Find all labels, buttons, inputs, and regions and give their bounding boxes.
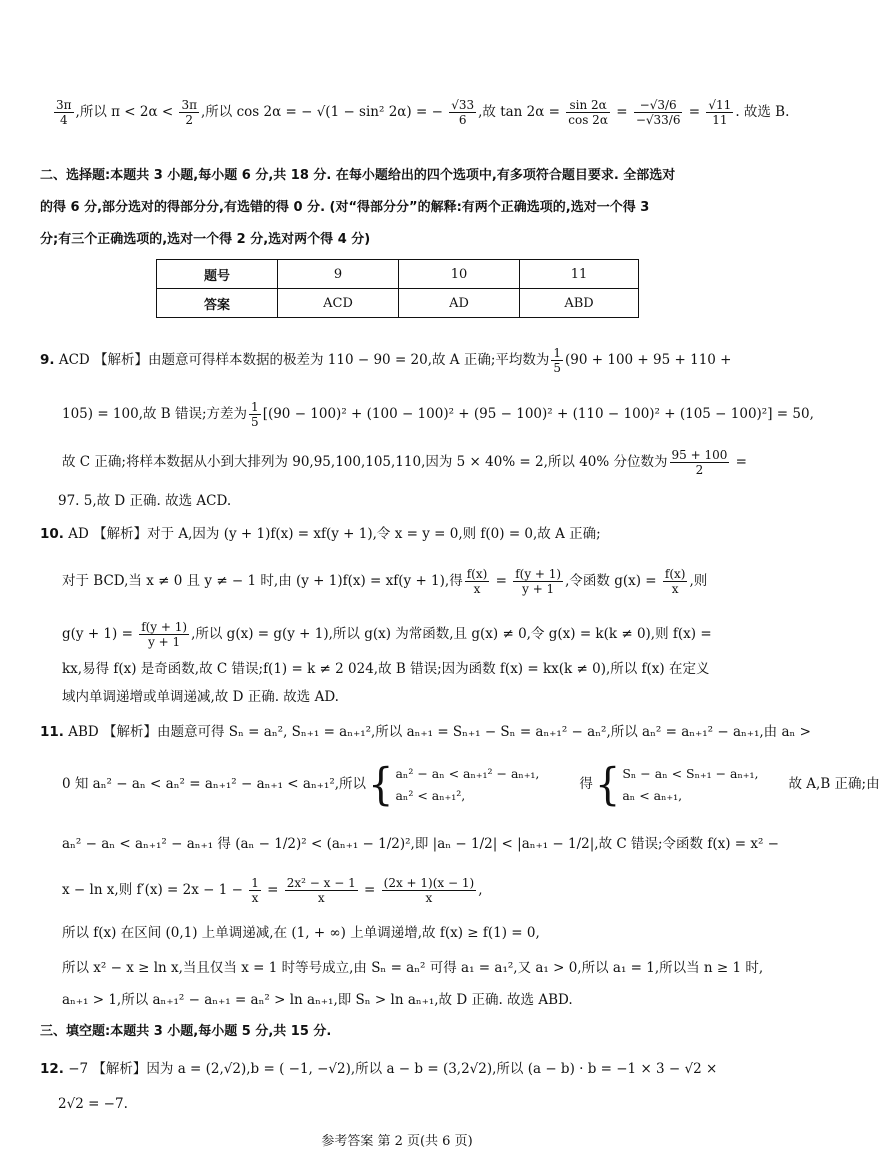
system-1: aₙ² − aₙ < aₙ₊₁² − aₙ₊₁, aₙ² < aₙ₊₁², <box>395 765 540 803</box>
table-row <box>157 260 639 289</box>
q11-line-2: 0 知 aₙ² − aₙ < aₙ² = aₙ₊₁² − aₙ₊₁ < aₙ₊₁²,所以{ aₙ² − aₙ < aₙ₊₁² − aₙ₊₁, aₙ² < aₙ₊₁², 得{ Sₙ − aₙ < Sₙ₊₁ − aₙ₊₁, aₙ < aₙ₊₁, 故 A,B 正确;由 <box>62 759 880 810</box>
page-footer: 参考答案 第 2 页(共 6 页) <box>321 1134 473 1149</box>
fraction: $\frac{f(y + 1)}{y + 1}$ <box>141 620 188 649</box>
table-cell: AD <box>399 289 520 318</box>
q11-line-5: 所以 f(x) 在区间 (0,1) 上单调递减,在 (1, + ∞) 上单调递增,故 f(x) ≥ f(1) = 0, <box>62 925 540 941</box>
fraction: $\frac{1}{x}$ <box>251 876 259 905</box>
q10-line-2: 对于 BCD,当 x ≠ 0 且 y ≠ − 1 时,由 (y + 1)f(x) = xf(y + 1),得 $\frac{f(x)}{x}$ = $\frac{f(y + 1)}{y + 1}$ ,令函数 g(x) = $\frac{f(x)}{x}$ ,则 <box>62 567 708 596</box>
q11-line-6: 所以 x² − x ≥ ln x,当且仅当 x = 1 时等号成立,由 Sₙ = aₙ² 可得 a₁ = a₁²,又 a₁ > 0,所以 a₁ = 1,所以当 n ≥ 1 时, <box>62 960 764 976</box>
table-header-cell: 答案 <box>157 289 278 318</box>
fraction: $\frac{-√3/6}{-√33/6}$ <box>635 98 681 127</box>
q10-line-3: g(y + 1) = $\frac{f(y + 1)}{y + 1}$ ,所以 g(x) = g(y + 1),所以 g(x) 为常函数,且 g(x) ≠ 0,令 g(x) = k(k ≠ 0),则 f(x) = <box>62 620 712 649</box>
q9-line-2: 105) = 100,故 B 错误;方差为 $\frac{1}{5}$ [(90 − 100)² + (100 − 100)² + (95 − 100)² + (110 − 100)² + (105 − 100)²] = 50, <box>62 400 814 429</box>
table-cell: 9 <box>278 260 399 289</box>
q9-line-4: 97. 5,故 D 正确. 故选 ACD. <box>58 493 232 509</box>
q11-line-4: x − ln x,则 f′(x) = 2x − 1 − $\frac{1}{x}$ = $\frac{\text{2x² − x − 1}}{x}$ = $\frac{(2x + 1)(x - 1)}{x}$ , <box>62 876 483 905</box>
section-2-line-3: 分;有三个正确选项的,选对一个得 2 分,选对两个得 4 分) <box>40 232 371 247</box>
q11-line-3: aₙ² − aₙ < aₙ₊₁² − aₙ₊₁ 得 (aₙ − 1/2)² < (aₙ₊₁ − 1/2)²,即 |aₙ − 1/2| < |aₙ₊₁ − 1/2|,故 C 错误;令函数 f(x) = x² − <box>62 836 779 852</box>
fraction: $\frac{√33}{6}$ <box>451 98 475 127</box>
table-cell: 11 <box>520 260 639 289</box>
fraction: $\frac{f(x)}{x}$ <box>664 567 686 596</box>
section-2-line-2: 的得 6 分,部分选对的得部分分,有选错的得 0 分. (对“得部分分”的解释:有两个正确选项的,选对一个得 3 <box>40 200 650 215</box>
fraction: $\frac{\text{2x² − x − 1}}{x}$ <box>286 876 356 905</box>
fraction: $\frac{3\pi}{4}$ <box>56 98 72 127</box>
fraction: $\frac{3\pi}{2}$ <box>181 98 198 127</box>
table-cell: 10 <box>399 260 520 289</box>
table-row <box>157 289 639 318</box>
q12-line-2: 2√2 = −7. <box>58 1096 128 1112</box>
q11-line-7: aₙ₊₁ > 1,所以 aₙ₊₁² − aₙ₊₁ = aₙ² > ln aₙ₊₁,即 Sₙ > ln aₙ₊₁,故 D 正确. 故选 ABD. <box>62 992 573 1008</box>
q10-line-5: 域内单调递增或单调递减,故 D 正确. 故选 AD. <box>62 689 339 705</box>
fraction: $\frac{(2x + 1)(x - 1)}{x}$ <box>383 876 475 905</box>
answer-table <box>156 259 639 318</box>
fraction: $\frac{√11}{11}$ <box>708 98 732 127</box>
table-header-cell: 题号 <box>157 260 278 289</box>
q9-line-3: 故 C 正确;将样本数据从小到大排列为 90,95,100,105,110,因为 5 × 40% = 2,所以 40% 分位数为 $\frac{95 + 100}{2}$ = <box>62 448 747 477</box>
fraction: $\frac{1}{5}$ <box>553 346 562 375</box>
fraction: $\frac{95 + 100}{2}$ <box>671 448 728 477</box>
q9-line-1: 9. ACD 【解析】由题意可得样本数据的极差为 110 − 90 = 20,故 A 正确;平均数为 $\frac{1}{5}$ (90 + 100 + 95 + 110 + <box>40 346 732 375</box>
system-2: Sₙ − aₙ < Sₙ₊₁ − aₙ₊₁, aₙ < aₙ₊₁, <box>622 765 759 803</box>
q10-line-1: 10. AD 【解析】对于 A,因为 (y + 1)f(x) = xf(y + 1),令 x = y = 0,则 f(0) = 0,故 A 正确; <box>40 526 601 542</box>
section-3-title: 三、填空题:本题共 3 小题,每小题 5 分,共 15 分. <box>40 1024 332 1039</box>
q12-line-1: 12. −7 【解析】因为 a = (2,√2),b = ( −1, −√2),所以 a − b = (3,2√2),所以 (a − b) · b = −1 × 3 − √2 × <box>40 1061 718 1077</box>
fraction: $\frac{\sin 2\alpha}{\cos 2\alpha}$ <box>568 98 608 127</box>
fraction: $\frac{f(x)}{x}$ <box>466 567 488 596</box>
top-line-1: $\frac{3\pi}{4}$ ,所以 π < 2α < $\frac{3\pi}{2}$ ,所以 cos 2α = − √(1 − sin² 2α) = − $\frac{√33}{6}$ ,故 tan 2α = $\frac{\sin 2\alpha}{\cos 2\alpha}$ = $\frac{-√3/6}{-√33/6}$ = $\frac{√11}{11}$ . 故选 B. <box>56 98 790 127</box>
fraction: $\frac{1}{5}$ <box>251 400 259 429</box>
fraction: $\frac{f(y + 1)}{y + 1}$ <box>515 567 562 596</box>
table-cell: ACD <box>278 289 399 318</box>
q11-line-1: 11. ABD 【解析】由题意可得 Sₙ = aₙ², Sₙ₊₁ = aₙ₊₁²,所以 aₙ₊₁ = Sₙ₊₁ − Sₙ = aₙ₊₁² − aₙ²,所以 aₙ² = aₙ₊₁² − aₙ₊₁,由 aₙ > <box>40 724 811 740</box>
q10-line-4: kx,易得 f(x) 是奇函数,故 C 错误;f(1) = k ≠ 2 024,故 B 错误;因为函数 f(x) = kx(k ≠ 0),所以 f(x) 在定义 <box>62 661 710 677</box>
table-cell: ABD <box>520 289 639 318</box>
section-2-title: 二、选择题:本题共 3 小题,每小题 6 分,共 18 分. 在每小题给出的四个选项中,有多项符合题目要求. 全部选对 <box>40 168 676 183</box>
